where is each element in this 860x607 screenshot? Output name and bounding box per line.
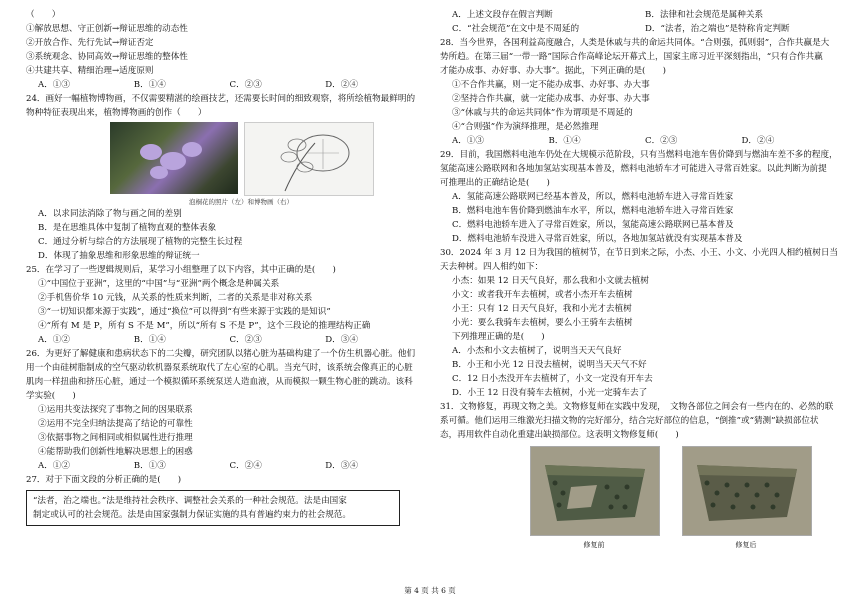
q27-options-row-1 <box>440 8 838 22</box>
q24-option-b[interactable]: B．是在思维具体中复制了植物直观的整体表象 <box>38 223 217 233</box>
q31-stem-1: 31．文物修复，再现文物之美。文物修复师在实践中发现， 文物各部位之间会有一些内在的、必然的联 <box>440 402 834 412</box>
q31-stem-3: 态，再用软件自动化重建出缺损部位。这表明文物修复师( ) <box>440 430 679 440</box>
right-column <box>440 8 838 552</box>
relic-after-image <box>682 446 812 536</box>
q28-option-a[interactable]: A．①③ <box>452 136 484 146</box>
caption-before: 修复前 <box>583 541 605 549</box>
q27-stem: 27．对于下面文段的分析正确的是( ) <box>26 475 182 485</box>
q27-option-c[interactable]: C．“社会规范”在文中是不周延的 <box>452 24 580 34</box>
q28-option-b[interactable]: B．①④ <box>548 136 581 146</box>
q23-paren: （ ） <box>26 10 61 20</box>
q28-stem-2: 势所趋。在第三届“一带一路”国际合作高峰论坛开幕式上，国家主席习近平深刻指出，“只有合作共赢 <box>440 52 823 62</box>
q30-ask: 下列推理正确的是( ) <box>452 332 545 342</box>
q30-stem-1: 30．2024 年 3 月 12 日为我国的植树节，在节日到来之际，小杰、小王、小文、小光四人相约植树日当 <box>440 248 838 258</box>
q23-option-b[interactable]: B．①④ <box>133 80 166 90</box>
q27-quote-2: 制定或认可的社会规范。法是由国家强制力保证实施的具有普遍约束力的社会规范。 <box>33 510 351 520</box>
q24-option-c[interactable]: C．通过分析与综合的方法展现了植物的完整生长过程 <box>38 237 243 247</box>
q24-option-d[interactable]: D．体现了抽象思维和形象思维的辩证统一 <box>38 251 200 261</box>
q30-dialogue-4: 小光：要么我骑车去植树，要么小王骑车去植树 <box>452 318 633 328</box>
q27-quote-box <box>26 490 400 526</box>
q28-stem-3: 才能办成事、办好事、办大事”。据此，下列正确的是( ) <box>440 66 666 76</box>
q27-quote-1: “法者，治之端也。”法是维持社会秩序、调整社会关系的一种社会规范。法是由国家 <box>33 496 347 506</box>
q28-options <box>440 134 838 148</box>
q30-dialogue-2: 小文：或者我开车去植树，或者小杰开车去植树 <box>452 290 633 300</box>
q31-stem-2: 系可循。他们运用三维激光扫描文物的完好部分，结合完好部位的信息，“倒推”或“猜测”缺损部位状 <box>440 416 819 426</box>
q28-item-1: ①不合作共赢，则一定不能办成事、办好事、办大事 <box>452 80 650 90</box>
q27-option-b[interactable]: B．法律和社会规范是属种关系 <box>645 10 764 20</box>
q29-stem-2: 氢能高速公路联网和各地加氢站实现基本普及，燃料电池轿车才可能进入寻常百姓家。以此判断为前提 <box>440 164 827 174</box>
q29-stem-1: 29．目前，我国燃料电池车仍处在大规模示范阶段，只有当燃料电池车售价降到与燃油车差不多的程度， <box>440 150 838 160</box>
q25-item-4: ④“所有 M 是 P，所有 S 不是 M”，所以“所有 S 不是 P”，这个三段论的推理结构正确 <box>38 321 371 331</box>
q29-option-a[interactable]: A．氢能高速公路联网已经基本普及，所以，燃料电池轿车进入寻常百姓家 <box>452 192 734 202</box>
caption-after: 修复后 <box>735 541 757 549</box>
q27-option-d[interactable]: D．“法者，治之端也”是特称肯定判断 <box>645 24 790 34</box>
q24-stem-1: 24．画好一幅植物博物画，不仅需要精湛的绘画技艺，还需要长时间的细致观察，将所绘植物最鲜明的 <box>26 94 416 104</box>
q30-option-b[interactable]: B．小王和小光 12 日没去植树，说明当天天气不好 <box>452 360 647 370</box>
q23-option-a[interactable]: A．①③ <box>38 80 70 90</box>
q28-option-d[interactable]: D．②④ <box>741 136 775 146</box>
paulownia-photo <box>110 122 238 194</box>
q26-item-4: ④能帮助我们创新性地解决思想上的困惑 <box>38 447 193 457</box>
q27-options-row-2 <box>440 22 838 36</box>
q23-option-d[interactable]: D．②④ <box>325 80 358 90</box>
q28-item-2: ②坚持合作共赢，就一定能办成事、办好事、办大事 <box>452 94 650 104</box>
q26-item-1: ①运用共变法探究了事物之间的因果联系 <box>38 405 193 415</box>
q26-option-b[interactable]: B．①③ <box>133 461 166 471</box>
q23-option-c[interactable]: C．②③ <box>229 80 262 90</box>
q26-item-3: ③依据事物之间相同或相似属性进行推理 <box>38 433 193 443</box>
q28-option-c[interactable]: C．②③ <box>645 136 678 146</box>
q24-figure <box>110 122 421 196</box>
q30-option-a[interactable]: A．小杰和小文去植树了，说明当天天气良好 <box>452 346 622 356</box>
q26-stem-1: 26．为更好了解健康和患病状态下的二尖瓣，研究团队以猪心脏为基础构建了一个仿生机器心脏。他们 <box>26 349 416 359</box>
q26-stem-4: 学实验( ) <box>26 391 76 401</box>
q23-item-3: ③系统观念、协同高效→辩证思维的整体性 <box>26 52 188 62</box>
q30-dialogue-3: 小王：只有 12 日天气良好，我和小光才去植树 <box>452 304 632 314</box>
paulownia-drawing <box>244 122 374 196</box>
q28-item-4: ④“合则强”作为演绎推理，是必然推理 <box>452 122 599 132</box>
q26-stem-3: 肌肉一样扭曲和挤压心脏，通过一个模拟循环系统泵送人造血液，从而模拟一颗生物心脏的跳动。该科 <box>26 377 413 387</box>
relic-after <box>682 446 812 552</box>
q23-options <box>26 78 421 92</box>
q28-stem-1: 28．当今世界，各国利益高度融合，人类是休戚与共的命运共同体。“合则强，孤则弱”，合作共赢是大 <box>440 38 830 48</box>
q29-stem-3: 可推理出的正确结论是( ) <box>440 178 550 188</box>
q25-option-a[interactable]: A．①② <box>38 335 70 345</box>
q29-option-b[interactable]: B．燃料电池车售价降到燃油车水平，所以，燃料电池轿车进入寻常百姓家 <box>452 206 734 216</box>
page-footer: 第 4 页 共 6 页 <box>404 586 456 595</box>
q26-stem-2: 用一个由硅树脂制成的空气驱动软机器泵系统取代了左心室的心肌。当充气时，该系统会像真正的心脏 <box>26 363 413 373</box>
q26-option-d[interactable]: D．③④ <box>325 461 358 471</box>
q27-option-a[interactable]: A．上述文段存在假言判断 <box>452 10 553 20</box>
q26-item-2: ②运用不完全归纳法提高了结论的可靠性 <box>38 419 193 429</box>
q25-option-b[interactable]: B．①④ <box>133 335 166 345</box>
left-column <box>26 8 421 526</box>
q25-item-3: ③“一切知识都来源于实践”，通过“换位”可以得到“有些来源于实践的是知识” <box>38 307 331 317</box>
q24-option-a[interactable]: A．以求同法消除了物与画之间的差别 <box>38 209 182 219</box>
relic-before-image <box>530 446 660 536</box>
q24-stem-2: 物种特征表现出来，植物博物画的创作（ ） <box>26 108 207 118</box>
q29-option-c[interactable]: C．燃料电池轿车进入了寻常百姓家，所以，氢能高速公路联网已基本普及 <box>452 220 734 230</box>
q25-item-2: ②手机售价华 10 元钱，从关系的性质来判断，二者的关系是非对称关系 <box>38 293 313 303</box>
q30-option-c[interactable]: C．12 日小杰没开车去植树了，小文一定没有开车去 <box>452 374 653 384</box>
relic-before <box>530 446 660 552</box>
q30-stem-2: 天去种树。四人相约如下： <box>440 262 544 272</box>
q28-item-3: ③“休戚与共的命运共同体”作为谓项是不周延的 <box>452 108 633 118</box>
q24-figure-caption: 泡桐花的照片（左）和博物画（右） <box>189 198 293 206</box>
q31-figures <box>530 446 838 552</box>
q26-option-a[interactable]: A．①② <box>38 461 70 471</box>
q29-option-d[interactable]: D．燃料电池轿车没进入寻常百姓家，所以，各地加氢站就没有实现基本普及 <box>452 234 743 244</box>
q23-item-1: ①解放思想、守正创新→辩证思维的动态性 <box>26 24 188 34</box>
q23-item-4: ④共建共享、精细治理→适度原则 <box>26 66 154 76</box>
q25-item-1: ①“中国位于亚洲”，这里的“中国”与“亚洲”两个概念是种属关系 <box>38 279 280 289</box>
q25-options <box>26 333 421 347</box>
q25-stem: 25．在学习了一些逻辑规则后，某学习小组整理了以下内容，其中正确的是( ) <box>26 265 336 275</box>
q26-option-c[interactable]: C．②④ <box>229 461 262 471</box>
q30-dialogue-1: 小杰：如果 12 日天气良好，那么我和小文就去植树 <box>452 276 649 286</box>
q25-option-c[interactable]: C．②③ <box>229 335 262 345</box>
q26-options <box>26 459 421 473</box>
q30-option-d[interactable]: D．小王 12 日没有骑车去植树，小光一定骑车去了 <box>452 388 648 398</box>
q23-item-2: ②开放合作、先行先试→辩证否定 <box>26 38 154 48</box>
q25-option-d[interactable]: D．③④ <box>325 335 358 345</box>
